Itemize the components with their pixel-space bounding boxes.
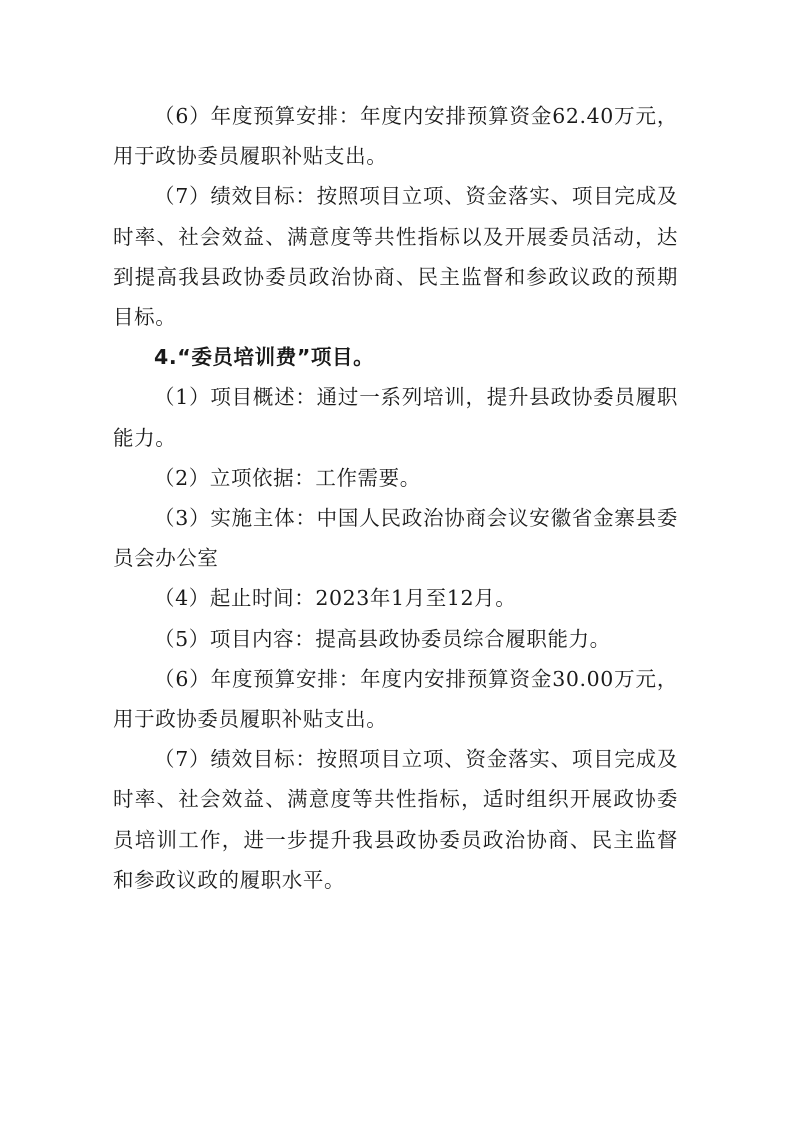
document-body — [113, 96, 678, 900]
budget-arrangement-paragraph-2: （6）年度预算安排：年度内安排预算资金30.00万元，用于政协委员履职补贴支出。 — [113, 666, 678, 732]
performance-target-paragraph-2: （7）绩效目标：按照项目立项、资金落实、项目完成及时率、社会效益、满意度等共性指标，适时组织开展政协委员培训工作，进一步提升我县政协委员政治协商、民主监督和参政议政的履职水平。 — [113, 747, 678, 892]
project-basis-paragraph: （2）立项依据：工作需要。 — [154, 465, 421, 490]
implementing-body-paragraph: （3）实施主体：中国人民政治协商会议安徽省金寨县委员会办公室 — [113, 506, 678, 571]
section-heading-training-fee: 4.“委员培训费”项目。 — [154, 345, 375, 370]
budget-arrangement-paragraph: （6）年度预算安排：年度内安排预算资金62.40万元，用于政协委员履职补贴支出。 — [113, 104, 678, 169]
project-content-paragraph: （5）项目内容：提高县政协委员综合履职能力。 — [154, 626, 611, 651]
performance-target-paragraph: （7）绩效目标：按照项目立项、资金落实、项目完成及时率、社会效益、满意度等共性指标以及开展委员活动，达到提高我县政协委员政治协商、民主监督和参政议政的预期目标。 — [113, 184, 678, 330]
project-period-paragraph: （4）起止时间：2023年1月至12月。 — [154, 586, 517, 611]
project-overview-paragraph: （1）项目概述：通过一系列培训，提升县政协委员履职能力。 — [113, 385, 678, 450]
